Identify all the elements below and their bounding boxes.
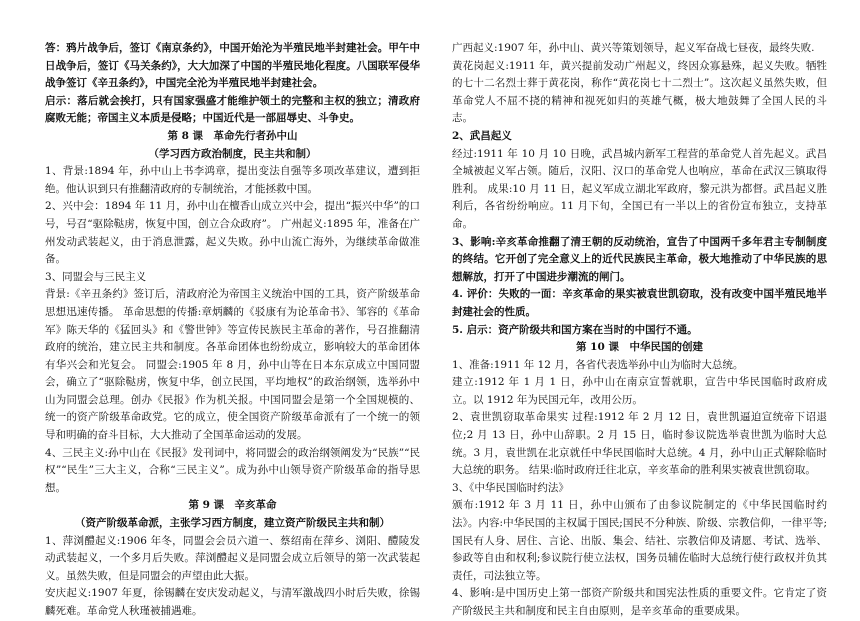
enlightenment-paragraph: 启示：落后就会挨打，只有国家强盛才能维护领土的完整和主权的独立；清政府腐败无能；帝国主义本质是侵略；中国近代是一部屈辱史、斗争史。 bbox=[45, 94, 420, 125]
paragraph: 2、袁世凯窃取革命果实 过程:1912 年 2 月 12 日，袁世凯逼迫宣统帝下诏退位;2 月 13 日，孙中山辞职。2 月 15 日，临时参议院选举袁世凯为临时大总统。3 月，袁世凯在北京就任中华民国临时大总统。4 月，孙中山正式解除临时大总统的职务。 结果:临时政府迁往北京，辛亥革命的胜利果实被袁世凯窃取。 bbox=[452, 411, 827, 477]
evaluation-paragraph: 4. 评价：失败的一面：辛亥革命的果实被袁世凯窃取，没有改变中国半殖民地半封建社会的性质。 bbox=[452, 288, 827, 318]
enlightenment-paragraph: 5. 启示：资产阶级共和国方案在当时的中国行不通。 bbox=[452, 323, 698, 336]
lesson-8-subtitle: （学习西方政治制度，民主共和制） bbox=[148, 147, 317, 160]
paragraph: 4、影响:是中国历史上第一部资产阶级共和国宪法性质的重要文件。它肯定了资产阶级民主共和制度和民主自由原则，是辛亥革命的重要成果。 bbox=[452, 587, 827, 617]
paragraph: 广西起义:1907 年，孙中山、黄兴等策划领导，起义军奋战七昼夜，最终失败. bbox=[452, 42, 815, 54]
paragraph: 建立:1912 年 1 月 1 日，孙中山在南京宣誓就职，宣告中华民国临时政府成立。以 1912 年为民国元年，改用公历。 bbox=[452, 376, 827, 406]
paragraph: 背景:《辛丑条约》签订后，清政府沦为帝国主义统治中国的工具，资产阶级革命思想迅速传播。 革命思想的传播:章炳麟的《驳康有为论革命书》、邹容的《革命军》陈天华的《猛回头》和《警世钟》等宣传民族民主革命的著作，号召推翻清政府的统治，建立民主共和制度。各革命团体也纷纷成立，影响较大的革命团体有华兴会和光复会。 同盟会:1905 年 8 月，孙中山等在日本东京成立中国同盟会，确立了“驱除鞑虏，恢复中华，创立民国，平均地权”的政治纲领，选举孙中山为同盟会总理。创办《民报》作为机关报。中国同盟会是第一个全国规模的、统一的资产阶级革命政党。它的成立，使全国资产阶级革命派有了一个统一的领导和明确的奋斗目标，大大推动了全国革命运动的发展。 bbox=[45, 288, 420, 442]
lesson-9-title: 第 9 课 辛亥革命 bbox=[188, 499, 277, 512]
paragraph: 经过:1911 年 10 月 10 日晚，武昌城内新军工程营的革命党人首先起义。武昌全城被起义军占领。随后，汉阳、汉口的革命党人也响应，革命在武汉三镇取得胜利。 成果:10 月 11 日，起义军成立湖北军政府，黎元洪为都督。武昌起义胜利后，各省纷纷响应。11 月下旬，全国已有一半以上的省份宣布独立，支持革命。 bbox=[452, 147, 827, 230]
paragraph: 1、背景:1894 年，孙中山上书李鸿章，提出变法自强等多项改革建议，遭到拒绝。他认识到只有推翻清政府的专制统治，才能拯救中国。 bbox=[45, 165, 420, 195]
answer-paragraph: 答：鸦片战争后，签订《南京条约》，中国开始沦为半殖民地半封建社会。甲午中日战争后，签订《马关条约》，大大加深了中国的半殖民地化程度。八国联军侵华战争签订《辛丑条约》，中国完全沦为半殖民地半封建社会。 bbox=[45, 42, 420, 90]
lesson-8-title: 第 8 课 革命先行者孙中山 bbox=[167, 129, 298, 142]
paragraph: 安庆起义:1907 年夏，徐锡麟在安庆发动起义，与清军激战四小时后失败，徐锡麟死难。革命党人秋瑾被捕遇难。 bbox=[45, 587, 420, 617]
impact-paragraph: 3、影响:辛亥革命推翻了清王朝的反动统治，宣告了中国两千多年君主专制制度的终结。它开创了完全意义上的近代民族民主革命，极大地推动了中华民族的思想解放，打开了中国进步潮流的闸门。 bbox=[452, 235, 827, 283]
paragraph: 3、《中华民国临时约法》 bbox=[452, 481, 569, 494]
paragraph: 颁布:1912 年 3 月 11 日，孙中山颁布了由参议院制定的《中华民国临时约法》。内容:中华民国的主权属于国民;国民不分种族、阶级、宗教信仰，一律平等;国民有人身、居住、言论、出版、集会、结社、宗教信仰及请愿、考试、选举、参政等自由和权利;参议院行使立法权，国务员辅佐临时大总统行使行政权并负其责任，司法独立等。 bbox=[452, 499, 827, 582]
paragraph: 1、准备:1911 年 12 月，各省代表选举孙中山为临时大总统。 bbox=[452, 358, 744, 371]
paragraph: 1、萍浏醴起义:1906 年冬，同盟会会员六道一、蔡绍南在萍乡、浏阳、醴陵发动武装起义，一个多月后失败。萍浏醴起义是同盟会成立后领导的第一次武装起义。虽然失败，但是同盟会的声望由此大振。 bbox=[45, 534, 420, 582]
lesson-9-subtitle: （资产阶级革命派，主张学习西方制度，建立资产阶级民主共和制） bbox=[75, 517, 390, 530]
paragraph: 3、同盟会与三民主义 bbox=[45, 270, 147, 283]
lesson-10-title: 第 10 课 中华民国的创建 bbox=[576, 341, 703, 354]
section-heading: 2、武昌起义 bbox=[452, 129, 512, 142]
right-column bbox=[452, 40, 827, 617]
paragraph: 2、兴中会：1894 年 11 月，孙中山在檀香山成立兴中会，提出“振兴中华”的口号，号召“驱除鞑虏，恢复中国，创立合众政府”。 广州起义:1895 年，准备在广州发动武装起义，由于消息泄露，起义失败。孙中山流亡海外，为继续革命做准备。 bbox=[45, 200, 420, 266]
left-column bbox=[45, 40, 420, 617]
paragraph: 4、三民主义:孙中山在《民报》发刊词中，将同盟会的政治纲领阐发为“民族”“民权”“民生”三大主义，合称“三民主义”。成为孙中山领导资产阶级革命的指导思想。 bbox=[45, 446, 420, 494]
paragraph: 黄花岗起义:1911 年，黄兴提前发动广州起义，终因众寡悬殊，起义失败。牺牲的七十二名烈士葬于黄花岗，称作“黄花岗七十二烈士”。这次起义虽然失败，但革命党人不屈不挠的精神和视死如归的英雄气概，极大地鼓舞了全国人民的斗志。 bbox=[452, 59, 827, 125]
